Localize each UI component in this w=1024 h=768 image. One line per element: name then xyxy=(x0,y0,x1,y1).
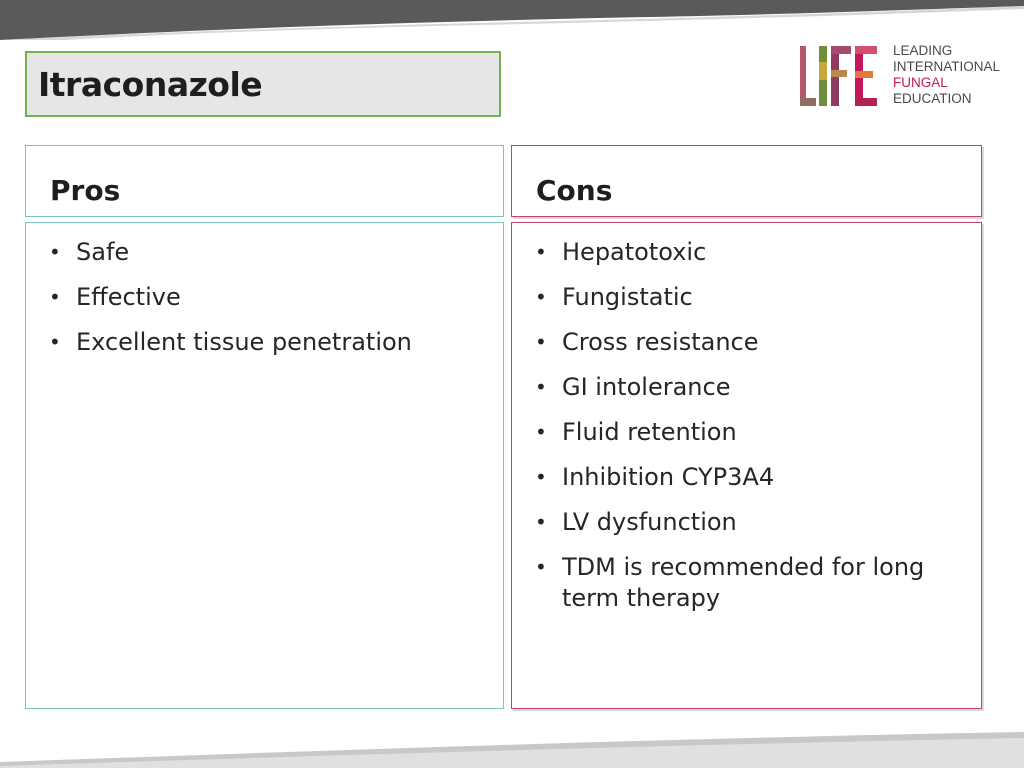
bullet-icon: • xyxy=(49,240,61,264)
pros-item: Effective xyxy=(76,283,181,311)
list-item xyxy=(532,282,962,313)
pros-heading: Pros xyxy=(50,174,121,207)
life-logo-mark-icon xyxy=(798,42,882,110)
logo-line-3: FUNGAL xyxy=(893,75,948,90)
slide-title: Itraconazole xyxy=(38,65,263,104)
bottom-decorative-band xyxy=(0,722,1024,768)
pros-item: Excellent tissue penetration xyxy=(76,328,412,356)
cons-item: Fluid retention xyxy=(562,418,737,446)
logo-wordmark xyxy=(893,43,1000,107)
cons-item: LV dysfunction xyxy=(562,508,737,536)
pros-header-box xyxy=(25,145,504,217)
list-item xyxy=(532,237,962,268)
logo-line-4: EDUCATION xyxy=(893,91,972,106)
cons-item: Hepatotoxic xyxy=(562,238,707,266)
top-decorative-band xyxy=(0,0,1024,40)
list-item xyxy=(46,282,476,313)
bullet-icon: • xyxy=(49,330,61,354)
list-item xyxy=(532,327,962,358)
list-item xyxy=(532,372,962,403)
list-item xyxy=(532,507,962,538)
bullet-icon: • xyxy=(535,240,547,264)
list-item xyxy=(46,327,476,358)
cons-item: GI intolerance xyxy=(562,373,731,401)
list-item xyxy=(46,237,476,268)
cons-header-box xyxy=(511,145,982,217)
bullet-icon: • xyxy=(535,330,547,354)
logo-line-2: INTERNATIONAL xyxy=(893,59,1001,74)
pros-list-box xyxy=(25,222,504,709)
list-item xyxy=(532,462,962,493)
bullet-icon: • xyxy=(535,510,547,534)
bullet-icon: • xyxy=(49,285,61,309)
list-item xyxy=(532,552,962,614)
bullet-icon: • xyxy=(535,465,547,489)
cons-item: Inhibition CYP3A4 xyxy=(562,463,775,491)
cons-item: Cross resistance xyxy=(562,328,759,356)
bullet-icon: • xyxy=(535,375,547,399)
cons-item: Fungistatic xyxy=(562,283,693,311)
bullet-icon: • xyxy=(535,555,547,579)
title-box xyxy=(25,51,501,117)
pros-list xyxy=(46,237,476,372)
cons-item: TDM is recommended for long term therapy xyxy=(562,553,925,612)
pros-item: Safe xyxy=(76,238,130,266)
bullet-icon: • xyxy=(535,420,547,444)
cons-list-box xyxy=(511,222,982,709)
cons-list xyxy=(532,237,962,628)
bullet-icon: • xyxy=(535,285,547,309)
cons-heading: Cons xyxy=(536,174,613,207)
logo-line-1: LEADING xyxy=(893,43,953,58)
life-logo xyxy=(798,42,1001,110)
list-item xyxy=(532,417,962,448)
